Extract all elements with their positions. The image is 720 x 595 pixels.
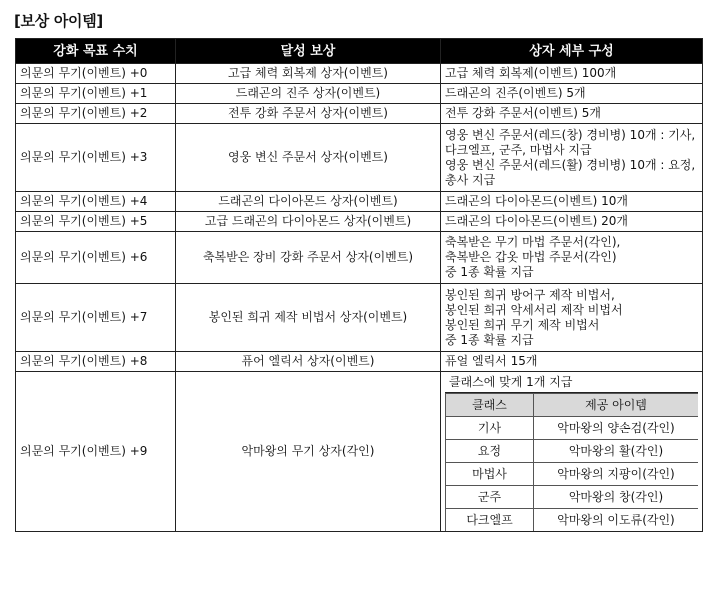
reward-cell: 악마왕의 무기 상자(각인) xyxy=(176,372,441,532)
target-level-cell: 의문의 무기(이벤트) +7 xyxy=(16,284,176,352)
box-detail-cell xyxy=(441,284,703,352)
table-row xyxy=(16,352,703,372)
detail-line: 축복받은 무기 마법 주문서(각인), xyxy=(445,235,621,249)
class-name: 마법사 xyxy=(446,463,534,486)
class-header: 클래스 xyxy=(446,394,534,417)
box-detail-cell xyxy=(441,192,703,212)
table-header-row xyxy=(16,39,703,64)
class-item: 악마왕의 활(각인) xyxy=(534,440,699,463)
table-row xyxy=(16,232,703,284)
header-box-detail: 상자 세부 구성 xyxy=(441,39,703,64)
header-reward: 달성 보상 xyxy=(176,39,441,64)
box-detail-cell xyxy=(441,124,703,192)
class-row xyxy=(446,463,699,486)
item-header: 제공 아이템 xyxy=(534,394,699,417)
detail-line: 드래곤의 다이아몬드(이벤트) 20개 xyxy=(445,214,628,228)
reward-cell: 퓨어 엘릭서 상자(이벤트) xyxy=(176,352,441,372)
table-row xyxy=(16,64,703,84)
reward-cell: 고급 체력 회복제 상자(이벤트) xyxy=(176,64,441,84)
target-level-cell: 의문의 무기(이벤트) +8 xyxy=(16,352,176,372)
reward-cell: 드래곤의 다이아몬드 상자(이벤트) xyxy=(176,192,441,212)
class-item: 악마왕의 창(각인) xyxy=(534,486,699,509)
class-name: 요정 xyxy=(446,440,534,463)
detail-line: 중 1종 확률 지급 xyxy=(445,265,534,279)
class-row xyxy=(446,417,699,440)
class-note: 클래스에 맞게 1개 지급 xyxy=(445,372,698,393)
reward-table xyxy=(15,38,703,532)
target-level-cell: 의문의 무기(이벤트) +4 xyxy=(16,192,176,212)
detail-line: 드래곤의 진주(이벤트) 5개 xyxy=(445,86,586,100)
table-row xyxy=(16,192,703,212)
detail-line: 드래곤의 다이아몬드(이벤트) 10개 xyxy=(445,194,628,208)
table-row xyxy=(16,104,703,124)
class-table-header xyxy=(446,394,699,417)
detail-line: 고급 체력 회복제(이벤트) 100개 xyxy=(445,66,617,80)
detail-line: 봉인된 희귀 악세서리 제작 비법서 xyxy=(445,302,623,317)
detail-line: 봉인된 희귀 방어구 제작 비법서, xyxy=(445,287,615,302)
reward-cell: 봉인된 희귀 제작 비법서 상자(이벤트) xyxy=(176,284,441,352)
box-detail-cell xyxy=(441,372,703,532)
table-row xyxy=(16,84,703,104)
class-row xyxy=(446,486,699,509)
table-row xyxy=(16,284,703,352)
class-item: 악마왕의 이도류(각인) xyxy=(534,509,699,532)
table-row xyxy=(16,372,703,532)
reward-cell: 전투 강화 주문서 상자(이벤트) xyxy=(176,104,441,124)
target-level-cell: 의문의 무기(이벤트) +6 xyxy=(16,232,176,284)
reward-cell: 드래곤의 진주 상자(이벤트) xyxy=(176,84,441,104)
target-level-cell: 의문의 무기(이벤트) +2 xyxy=(16,104,176,124)
class-row xyxy=(446,440,699,463)
class-name: 다크엘프 xyxy=(446,509,534,532)
target-level-cell: 의문의 무기(이벤트) +0 xyxy=(16,64,176,84)
box-detail-cell xyxy=(441,212,703,232)
table-row xyxy=(16,124,703,192)
target-level-cell: 의문의 무기(이벤트) +1 xyxy=(16,84,176,104)
detail-line: 퓨얼 엘릭서 15개 xyxy=(445,354,538,368)
box-detail-cell xyxy=(441,64,703,84)
detail-line: 봉인된 희귀 무기 제작 비법서 xyxy=(445,317,600,332)
target-level-cell: 의문의 무기(이벤트) +9 xyxy=(16,372,176,532)
detail-line: 영웅 변신 주문서(레드(창) 경비병) 10개 : 기사, xyxy=(445,127,696,142)
reward-cell: 고급 드래곤의 다이아몬드 상자(이벤트) xyxy=(176,212,441,232)
detail-line: 총사 지급 xyxy=(445,172,496,187)
section-title: [보상 아이템] xyxy=(14,12,103,30)
target-level-cell: 의문의 무기(이벤트) +3 xyxy=(16,124,176,192)
class-name: 군주 xyxy=(446,486,534,509)
target-level-cell: 의문의 무기(이벤트) +5 xyxy=(16,212,176,232)
table-row xyxy=(16,212,703,232)
detail-line: 중 1종 확률 지급 xyxy=(445,332,534,347)
box-detail-cell xyxy=(441,104,703,124)
detail-line: 다크엘프, 군주, 마법사 지급 xyxy=(445,142,592,157)
class-item-table xyxy=(445,393,698,531)
detail-line: 전투 강화 주문서(이벤트) 5개 xyxy=(445,106,601,120)
class-item: 악마왕의 지팡이(각인) xyxy=(534,463,699,486)
box-detail-cell xyxy=(441,84,703,104)
box-detail-cell xyxy=(441,232,703,284)
detail-line: 축복받은 갑옷 마법 주문서(각인) xyxy=(445,250,617,264)
class-item: 악마왕의 양손검(각인) xyxy=(534,417,699,440)
detail-line: 영웅 변신 주문서(레드(활) 경비병) 10개 : 요정, xyxy=(445,157,696,172)
class-name: 기사 xyxy=(446,417,534,440)
class-row xyxy=(446,509,699,532)
header-target-level: 강화 목표 수치 xyxy=(16,39,176,64)
reward-cell: 축복받은 장비 강화 주문서 상자(이벤트) xyxy=(176,232,441,284)
reward-cell: 영웅 변신 주문서 상자(이벤트) xyxy=(176,124,441,192)
box-detail-cell xyxy=(441,352,703,372)
